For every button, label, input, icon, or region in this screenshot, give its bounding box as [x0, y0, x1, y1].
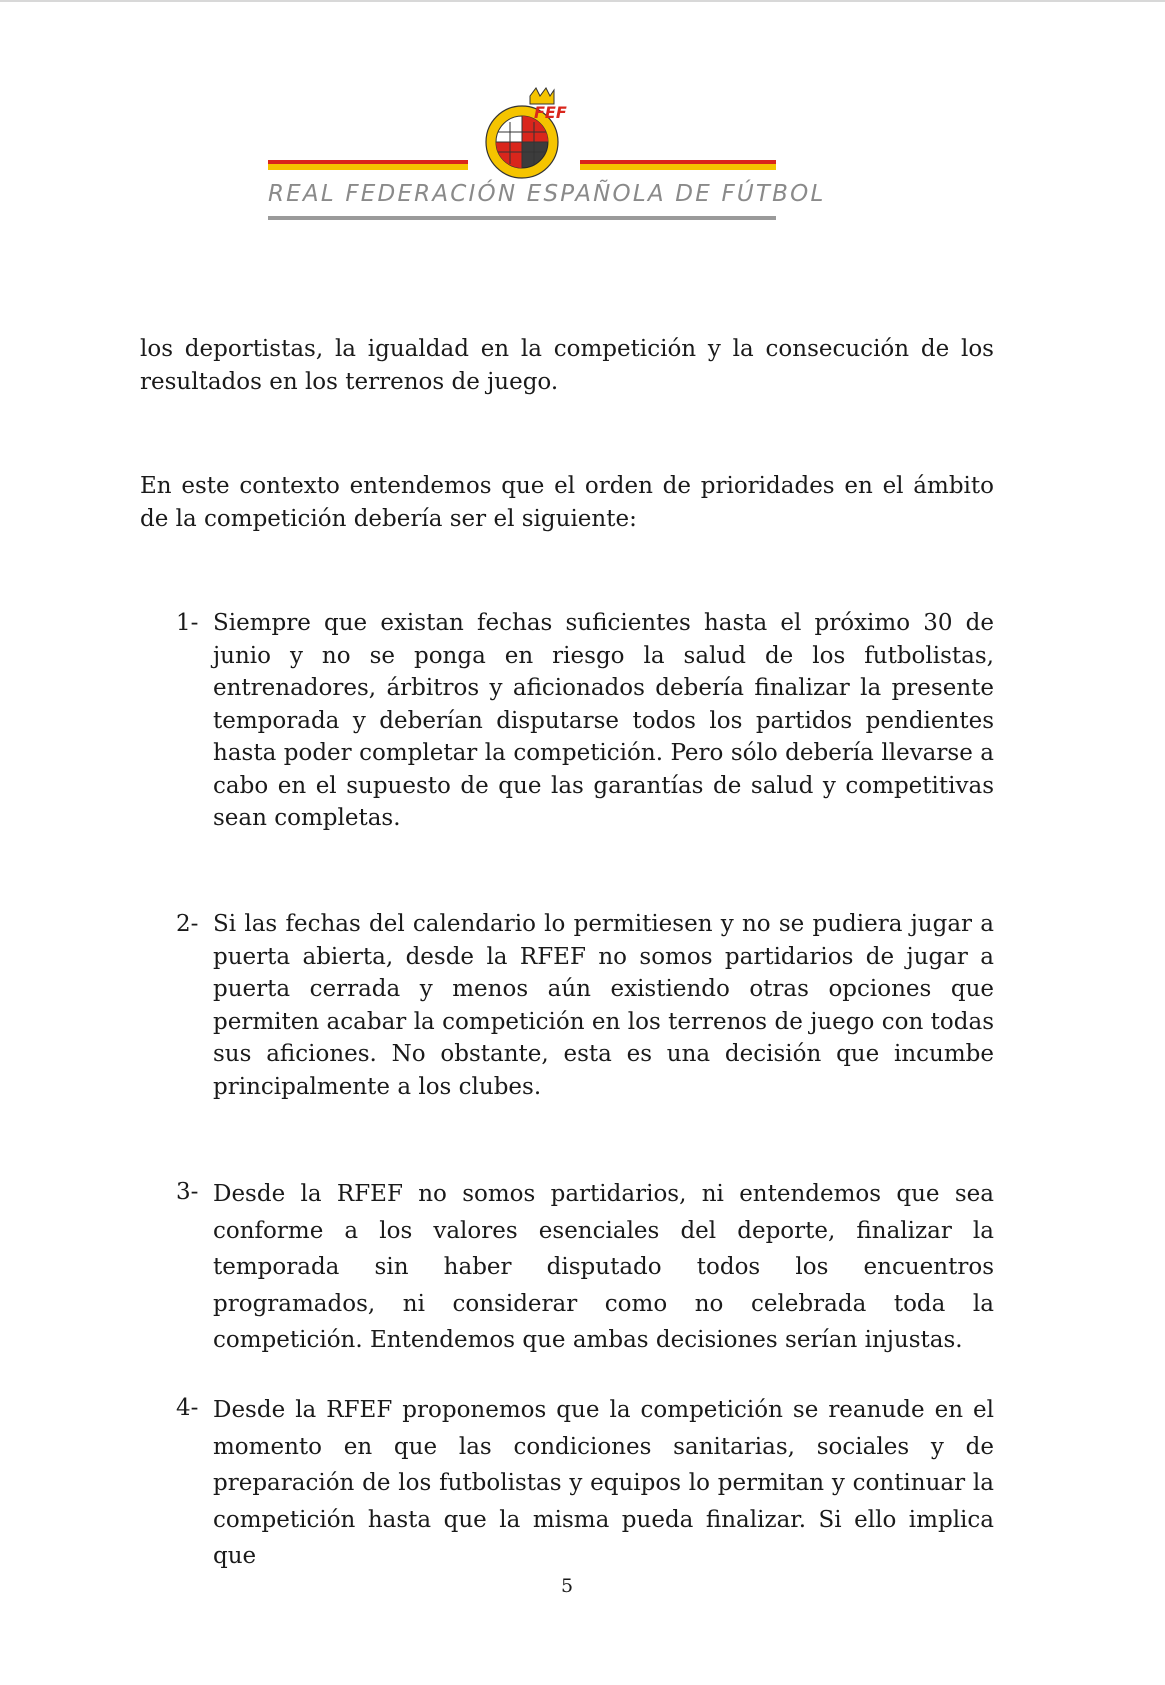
rfef-crest-logo [474, 86, 574, 186]
paragraph-intro: los deportistas, la igualdad en la competición y la consecución de los resultados en los terrenos de juego. [140, 336, 994, 395]
list-item-number: 1- [176, 610, 199, 636]
list-item-text: Desde la RFEF proponemos que la competición se reanude en el momento en que las condiciones sanitarias, sociales y de preparación de los futbolistas y equipos lo permitan y continuar la competición hasta que la misma pueda finalizar. Si ello implica que [213, 1397, 994, 1569]
flag-stripe-right [580, 160, 776, 170]
list-item-number: 4- [176, 1395, 199, 1421]
paragraph-context: En este contexto entendemos que el orden de prioridades en el ámbito de la competición debería ser el siguiente: [140, 473, 994, 532]
svg-text:FEF: FEF [534, 103, 567, 122]
federation-name: REAL FEDERACIÓN ESPAÑOLA DE FÚTBOL [268, 181, 826, 207]
flag-stripe-left [268, 160, 468, 170]
letterhead-underline [268, 216, 776, 220]
list-item-text: Siempre que existan fechas suficientes hasta el próximo 30 de junio y no se ponga en riesgo la salud de los futbolistas, entrenadores, árbitros y aficionados debería finalizar la presente temporada y deberían disputarse todos los partidos pendientes hasta poder completar la competición. Pero sólo debería llevarse a cabo en el supuesto de que las garantías de salud y competitivas sean completas. [213, 610, 994, 831]
list-item-text: Desde la RFEF no somos partidarios, ni entendemos que sea conforme a los valores esenciales del deporte, finalizar la temporada sin haber disputado todos los encuentros programados, ni considerar como no celebrada toda la competición. Entendemos que ambas decisiones serían injustas. [213, 1181, 994, 1353]
list-item-number: 2- [176, 911, 199, 937]
letterhead [268, 86, 826, 226]
list-item-text: Si las fechas del calendario lo permitiesen y no se pudiera jugar a puerta abierta, desde la RFEF no somos partidarios de jugar a puerta cerrada y menos aún existiendo otras opciones que permiten acabar la competición en los terrenos de juego con todas sus aficiones. No obstante, esta es una decisión que incumbe principalmente a los clubes. [213, 911, 994, 1100]
page-number: 5 [560, 1575, 574, 1597]
list-item-number: 3- [176, 1179, 199, 1205]
